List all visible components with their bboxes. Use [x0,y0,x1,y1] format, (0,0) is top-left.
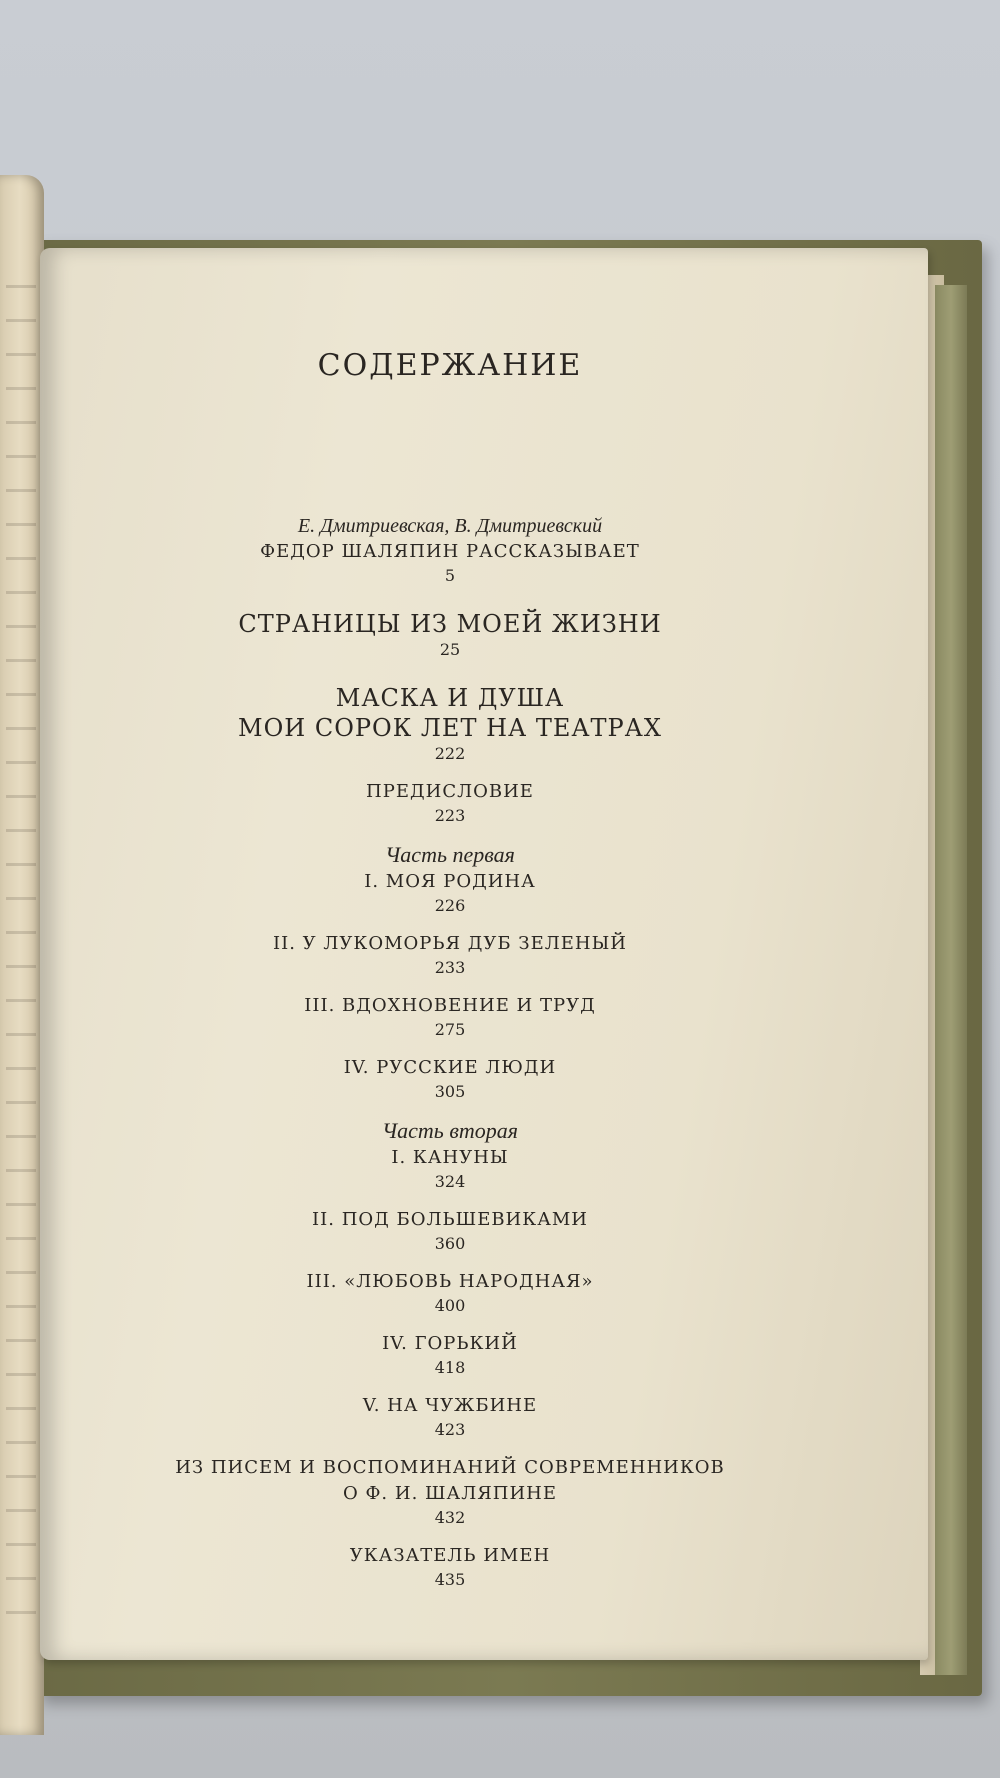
intro-author: Е. Дмитриевская, В. Дмитриевский [297,515,603,537]
part1-chapter-title: III. ВДОХНОВЕНИЕ И ТРУД [304,995,596,1016]
book2-page: 222 [434,744,466,763]
intro-title: ФЕДОР ШАЛЯПИН РАССКАЗЫВАЕТ [260,541,640,562]
left-page-sliver [0,175,44,1735]
book2-title-line1: МАСКА И ДУША [335,684,565,712]
part2-chapter-page: 400 [434,1296,466,1315]
book1-page: 25 [439,640,461,659]
letters-page: 432 [434,1508,466,1527]
preface-title: ПРЕДИСЛОВИЕ [366,781,534,802]
part2-chapter-page: 360 [434,1234,466,1253]
page-content [40,248,860,1660]
book2-title-line2: МОИ СОРОК ЛЕТ НА ТЕАТРАХ [238,714,662,742]
part1-chapter-title: II. У ЛУКОМОРЬЯ ДУБ ЗЕЛЕНЫЙ [272,933,627,954]
part2-chapter-title: IV. ГОРЬКИЙ [382,1333,518,1354]
index-page: 435 [434,1570,466,1589]
toc-list [40,513,860,1591]
preface-page: 223 [434,806,466,825]
part1-label: Часть первая [385,842,515,867]
cover-edge [935,285,967,1675]
left-page-text-lines [6,285,36,1635]
part1-chapter-page: 275 [434,1020,466,1039]
part2-chapter-page: 418 [434,1358,466,1377]
part2-label: Часть вторая [382,1118,518,1143]
part1-chapter-title: IV. РУССКИЕ ЛЮДИ [343,1057,557,1078]
part2-chapter-page: 423 [434,1420,466,1439]
letters-title-line1: ИЗ ПИСЕМ И ВОСПОМИНАНИЙ СОВРЕМЕННИКОВ [175,1457,725,1478]
part2-chapter-title: III. «ЛЮБОВЬ НАРОДНАЯ» [306,1271,594,1292]
letters-title-line2: О Ф. И. ШАЛЯПИНЕ [343,1483,557,1504]
part2-chapter-title: V. НА ЧУЖБИНЕ [362,1395,538,1416]
index-title: УКАЗАТЕЛЬ ИМЕН [349,1545,551,1566]
part2-chapter-title: I. КАНУНЫ [391,1147,509,1168]
part1-chapter-page: 233 [434,958,466,977]
part1-chapter-page: 305 [434,1082,466,1101]
part1-chapter-title: I. МОЯ РОДИНА [364,871,536,892]
intro-page: 5 [444,566,456,585]
toc-title: СОДЕРЖАНИЕ [317,348,583,383]
part2-chapter-page: 324 [434,1172,466,1191]
part2-chapter-title: II. ПОД БОЛЬШЕВИКАМИ [312,1209,588,1230]
part1-chapter-page: 226 [434,896,466,915]
book1-title: СТРАНИЦЫ ИЗ МОЕЙ ЖИЗНИ [238,610,662,638]
